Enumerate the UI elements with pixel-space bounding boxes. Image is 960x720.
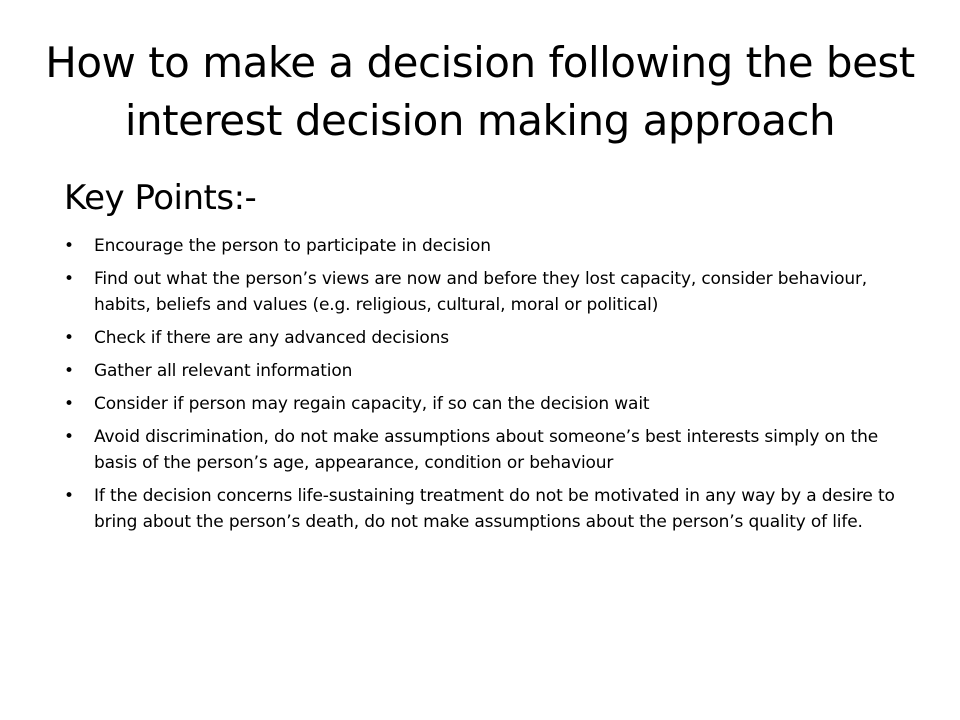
bullet-text: Find out what the person’s views are now and before they lost capacity, consider behaviour, habits, beliefs and values (e.g. religious, cultural, moral or political) <box>94 269 868 315</box>
bullet-text: Gather all relevant information <box>94 361 353 381</box>
bullet-item <box>64 391 914 417</box>
bullet-icon: • <box>64 236 74 256</box>
bullet-icon: • <box>64 394 74 414</box>
bullet-item <box>64 483 914 535</box>
bullet-item <box>64 266 914 318</box>
bullet-icon: • <box>64 361 74 381</box>
bullet-text: Check if there are any advanced decisions <box>94 328 449 348</box>
bullet-icon: • <box>64 486 74 506</box>
bullet-text: Avoid discrimination, do not make assumptions about someone’s best interests simply on the basis of the person’s age, appearance, condition or behaviour <box>94 427 879 473</box>
bullet-list <box>64 233 914 542</box>
bullet-icon: • <box>64 427 74 447</box>
slide-title: How to make a decision following the best interest decision making approach <box>45 38 915 145</box>
bullet-text: Encourage the person to participate in decision <box>94 236 491 256</box>
bullet-icon: • <box>64 328 74 348</box>
key-points-heading: Key Points:- <box>64 178 257 218</box>
bullet-item <box>64 233 914 259</box>
bullet-item <box>64 325 914 351</box>
bullet-item <box>64 358 914 384</box>
bullet-icon: • <box>64 269 74 289</box>
bullet-text: Consider if person may regain capacity, if so can the decision wait <box>94 394 650 414</box>
bullet-text: If the decision concerns life-sustaining treatment do not be motivated in any way by a desire to bring about the person’s death, do not make assumptions about the person’s quality of life. <box>94 486 895 532</box>
bullet-item <box>64 424 914 476</box>
